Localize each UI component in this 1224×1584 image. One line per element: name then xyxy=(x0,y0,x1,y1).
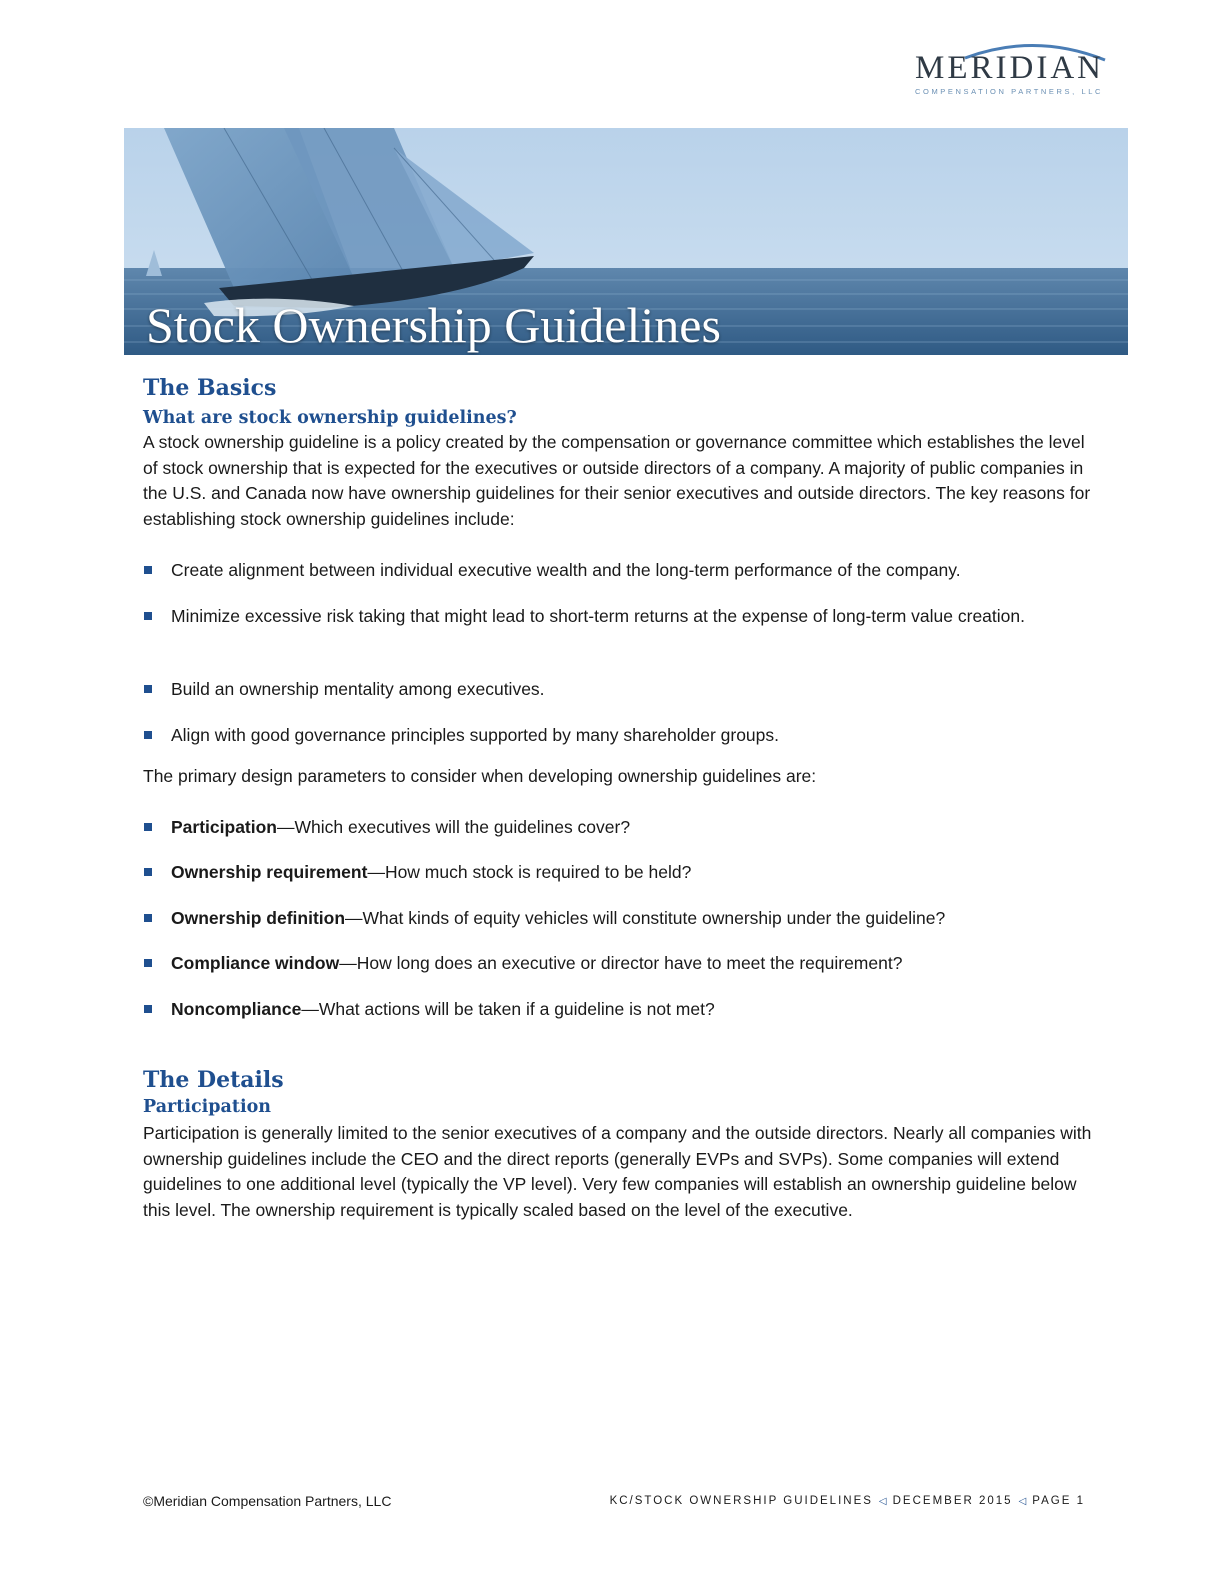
bullet-square-icon xyxy=(144,959,152,967)
bullet-square-icon xyxy=(144,566,152,574)
param-term: Ownership requirement xyxy=(171,862,368,882)
footer-page-number: PAGE 1 xyxy=(1032,1495,1085,1507)
footer-copyright: ©Meridian Compensation Partners, LLC xyxy=(143,1493,392,1509)
triangle-left-icon: ◁ xyxy=(878,1496,887,1507)
param-term: Ownership definition xyxy=(171,908,346,928)
logo-tagline: COMPENSATION PARTNERS, LLC xyxy=(915,87,1104,96)
param-term: Compliance window xyxy=(171,953,340,973)
param-desc: —What actions will be taken if a guideline is not met? xyxy=(301,999,715,1019)
param-term: Noncompliance xyxy=(171,999,302,1019)
bullet-square-icon xyxy=(144,914,152,922)
param-desc: —How much stock is required to be held? xyxy=(367,862,692,882)
list-item xyxy=(143,859,1083,885)
list-item: Build an ownership mentality among executives. xyxy=(143,676,1083,702)
meridian-logo xyxy=(905,38,1110,102)
bullet-square-icon xyxy=(144,731,152,739)
param-desc: —What kinds of equity vehicles will constitute ownership under the guideline? xyxy=(345,908,946,928)
list-item xyxy=(143,996,1083,1022)
footer-doc-info xyxy=(610,1495,1085,1507)
list-item xyxy=(143,814,1083,840)
subheading-participation: Participation xyxy=(143,1097,271,1117)
section-heading-basics: The Basics xyxy=(143,375,277,401)
list-item: Minimize excessive risk taking that might lead to short-term returns at the expense of long-term value creation. xyxy=(143,603,1083,629)
list-item: Create alignment between individual executive wealth and the long-term performance of the company. xyxy=(143,557,1083,583)
footer-doc-id: KC/STOCK OWNERSHIP GUIDELINES xyxy=(609,1495,873,1507)
list-item: Align with good governance principles supported by many shareholder groups. xyxy=(143,722,1083,748)
section-heading-details: The Details xyxy=(143,1067,284,1093)
logo-wordmark: MERIDIAN xyxy=(915,50,1104,86)
bullet-square-icon xyxy=(144,868,152,876)
params-intro: The primary design parameters to consider when developing ownership guidelines are: xyxy=(143,766,817,786)
footer-date: DECEMBER 2015 xyxy=(892,1495,1013,1507)
bullet-square-icon xyxy=(144,612,152,620)
subheading-what-are-guidelines: What are stock ownership guidelines? xyxy=(143,408,517,428)
bullet-square-icon xyxy=(144,685,152,693)
list-item xyxy=(143,905,1083,931)
intro-paragraph: A stock ownership guideline is a policy created by the compensation or governance committee which establishes the level of stock ownership that is expected for the executives or outside directors of a company. A majority of public companies in the U.S. and Canada now have ownership guidelines for their senior executives and outside directors. The key reasons for establishing stock ownership guidelines include: xyxy=(143,432,1091,529)
triangle-left-icon: ◁ xyxy=(1018,1496,1027,1507)
bullet-square-icon xyxy=(144,1005,152,1013)
param-term: Participation xyxy=(171,817,277,837)
banner xyxy=(124,128,1128,355)
participation-paragraph: Participation is generally limited to the senior executives of a company and the outside directors. Nearly all companies with ownership guidelines include the CEO and the direct reports (generally EVPs and SVPs). Some companies will extend guidelines to one additional level (typically the VP level). Very few companies will establish an ownership guideline below this level. The ownership requirement is typically scaled based on the level of the executive. xyxy=(143,1123,1092,1220)
param-desc: —Which executives will the guidelines cover? xyxy=(277,817,631,837)
bullet-square-icon xyxy=(144,823,152,831)
list-item xyxy=(143,950,1083,976)
page-title: Stock Ownership Guidelines xyxy=(146,297,721,353)
param-desc: —How long does an executive or director have to meet the requirement? xyxy=(339,953,903,973)
